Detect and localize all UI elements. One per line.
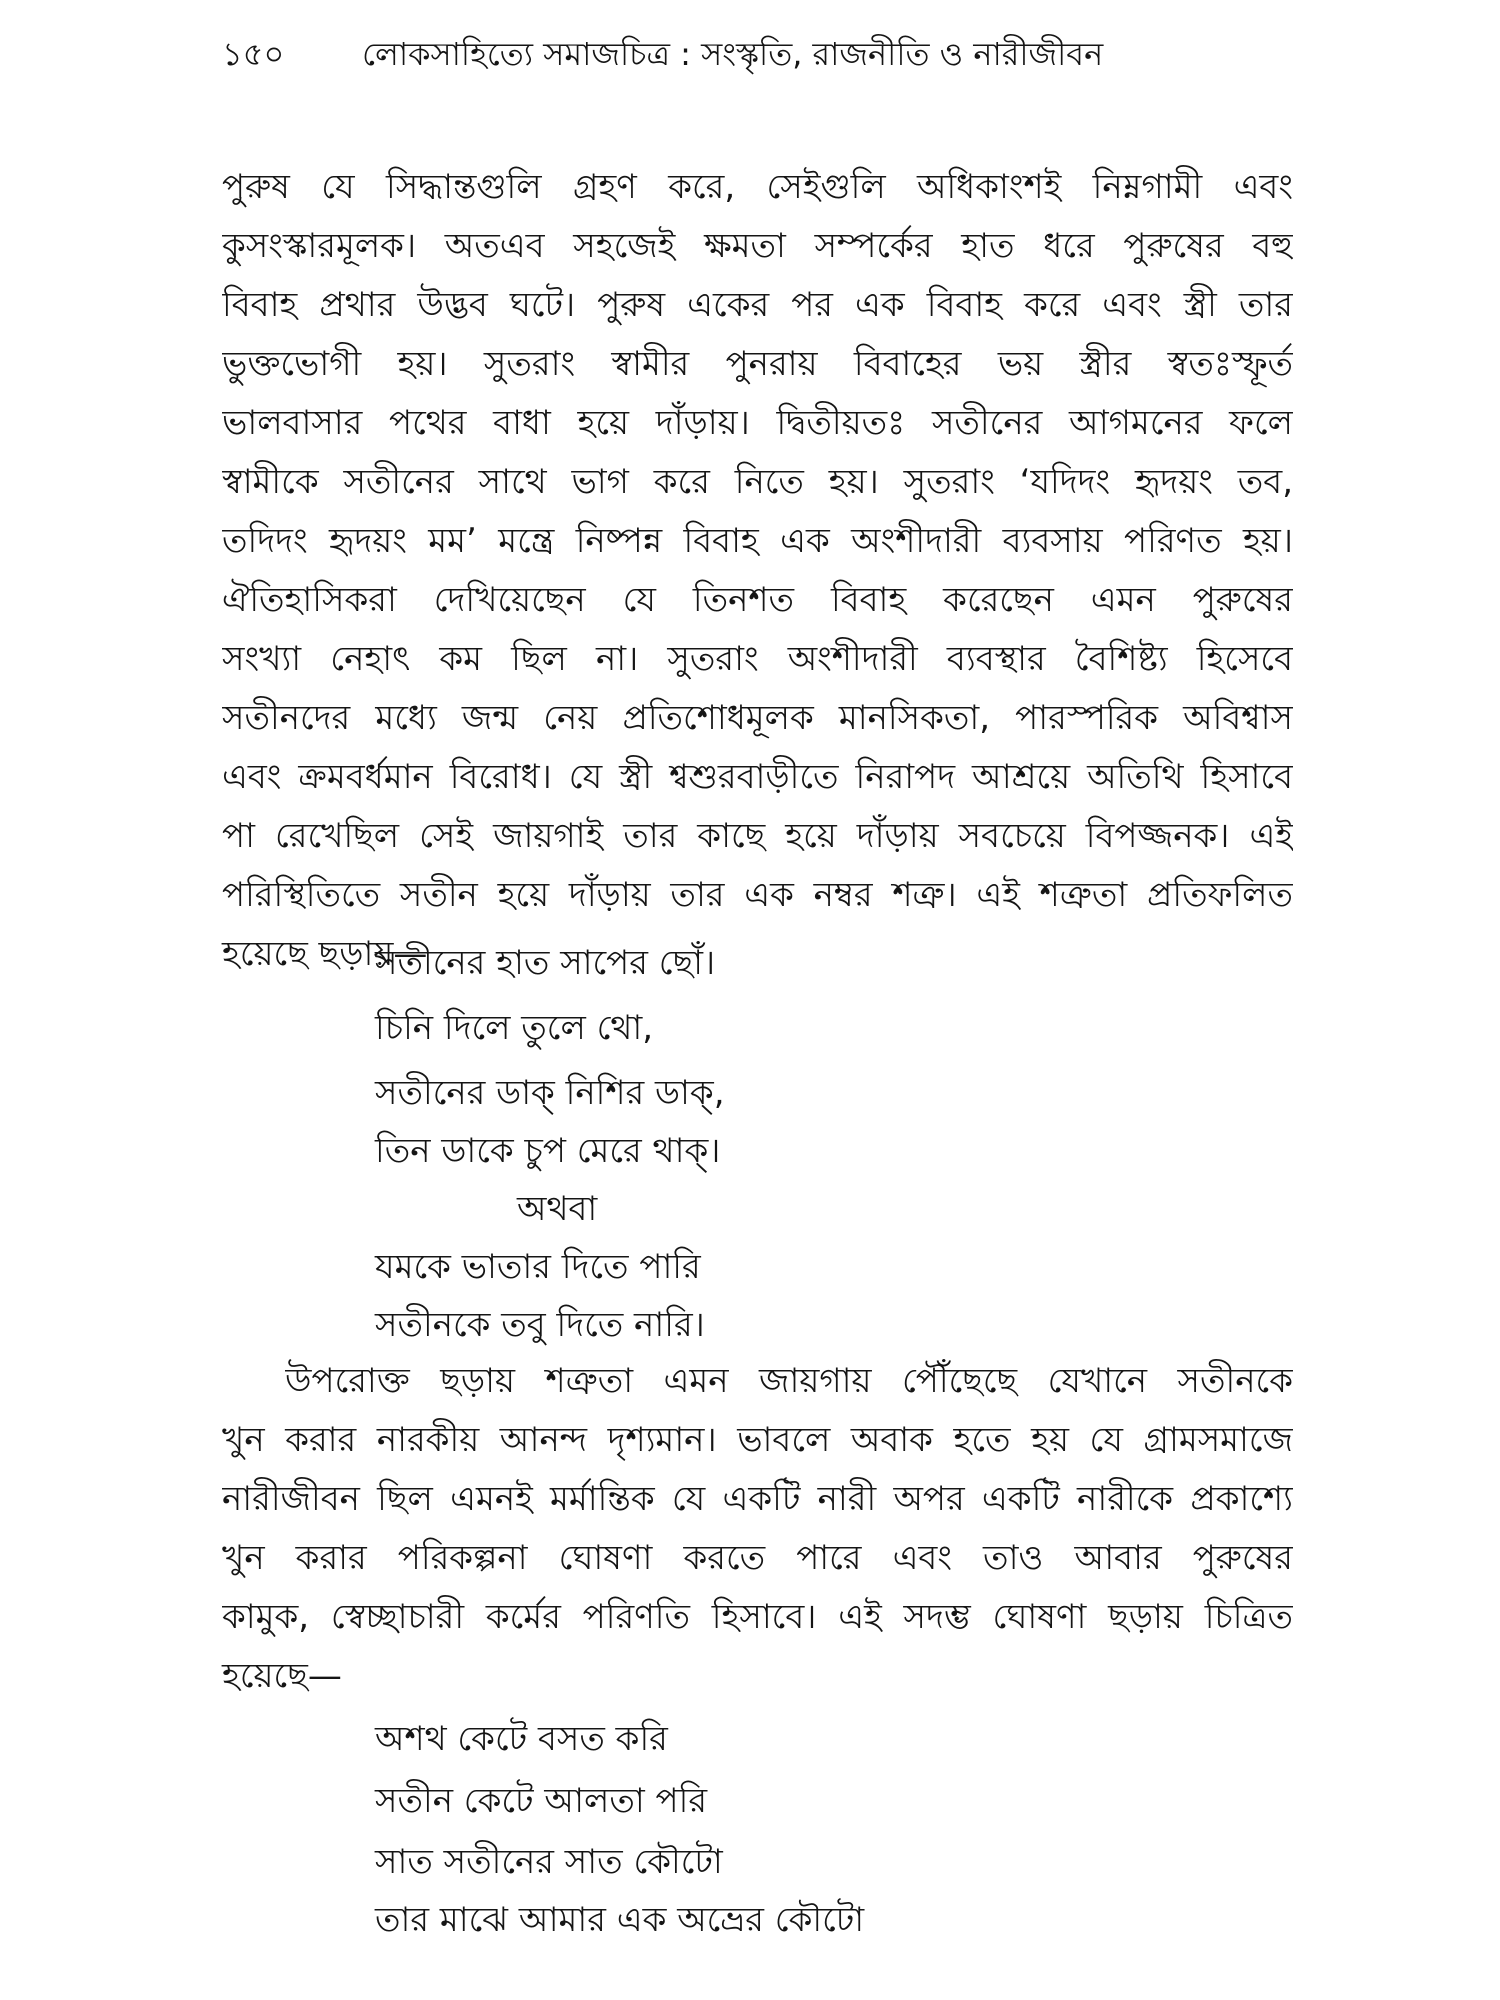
text-line: পা রেখেছিল সেই জায়গাই তার কাছে হয়ে দাঁড়ায় সবচেয়ে বিপজ্জনক। এই (222, 816, 1293, 856)
text-line: সতীনদের মধ্যে জন্ম নেয় প্রতিশোধমূলক মানসিকতা, পারস্পরিক অবিশ্বাস (222, 698, 1293, 738)
verse-line: সতীন কেটে আলতা পরি (375, 1781, 708, 1821)
text-line: কুসংস্কারমূলক। অতএব সহজেই ক্ষমতা সম্পর্কের হাত ধরে পুরুষের বহু (222, 226, 1293, 266)
text-line: পরিস্থিতিতে সতীন হয়ে দাঁড়ায় তার এক নম্বর শত্রু। এই শত্রুতা প্রতিফলিত (222, 875, 1293, 915)
verse-line: অশথ কেটে বসত করি (375, 1719, 668, 1759)
text-line: খুন করার পরিকল্পনা ঘোষণা করতে পারে এবং তাও আবার পুরুষের (222, 1538, 1293, 1578)
text-line: ভালবাসার পথের বাধা হয়ে দাঁড়ায়। দ্বিতীয়তঃ সতীনের আগমনের ফলে (222, 403, 1293, 443)
text-line: তদিদং হৃদয়ং মম’ মন্ত্রে নিষ্পন্ন বিবাহ এক অংশীদারী ব্যবসায় পরিণত হয়। (222, 521, 1293, 561)
verse-line: তার মাঝে আমার এক অভ্রের কৌটো (375, 1900, 865, 1940)
text-line: সংখ্যা নেহাৎ কম ছিল না। সুতরাং অংশীদারী ব্যবস্থার বৈশিষ্ট্য হিসেবে (222, 639, 1293, 679)
verse-line: সাত সতীনের সাত কৌটো (375, 1842, 723, 1882)
verse-line: চিনি দিলে তুলে থো, (375, 1008, 654, 1048)
text-line: স্বামীকে সতীনের সাথে ভাগ করে নিতে হয়। সুতরাং ‘যদিদং হৃদয়ং তব, (222, 462, 1293, 502)
text-line: কামুক, স্বেচ্ছাচারী কর্মের পরিণতি হিসাবে। এই সদম্ভ ঘোষণা ছড়ায় চিত্রিত (222, 1597, 1293, 1637)
verse-line: যমকে ভাতার দিতে পারি (375, 1247, 701, 1287)
text-line: এবং ক্রমবর্ধমান বিরোধ। যে স্ত্রী শ্বশুরবাড়ীতে নিরাপদ আশ্রয়ে অতিথি হিসাবে (222, 757, 1293, 797)
verse-separator: অথবা (517, 1189, 598, 1229)
running-title: লোকসাহিত্যে সমাজচিত্র : সংস্কৃতি, রাজনীতি ও নারীজীবন (362, 35, 1104, 73)
page-number: ১৫০ (222, 35, 285, 73)
text-line: ঐতিহাসিকরা দেখিয়েছেন যে তিনশত বিবাহ করেছেন এমন পুরুষের (222, 580, 1293, 620)
verse-line: সতীনের হাত সাপের ছোঁ। (375, 943, 716, 983)
text-line: বিবাহ প্রথার উদ্ভব ঘটে। পুরুষ একের পর এক বিবাহ করে এবং স্ত্রী তার (222, 285, 1293, 325)
text-line: হয়েছে— (222, 1656, 342, 1696)
text-line: উপরোক্ত ছড়ায় শত্রুতা এমন জায়গায় পৌঁছেছে যেখানে সতীনকে (285, 1361, 1293, 1401)
text-line: হয়েছে ছড়ায়— (222, 934, 428, 974)
text-line: ভুক্তভোগী হয়। সুতরাং স্বামীর পুনরায় বিবাহের ভয় স্ত্রীর স্বতঃস্ফূর্ত (222, 344, 1293, 384)
verse-line: তিন ডাকে চুপ মেরে থাক্। (375, 1131, 721, 1171)
text-line: পুরুষ যে সিদ্ধান্তগুলি গ্রহণ করে, সেইগুলি অধিকাংশই নিম্নগামী এবং (222, 167, 1293, 207)
text-line: খুন করার নারকীয় আনন্দ দৃশ্যমান। ভাবলে অবাক হতে হয় যে গ্রামসমাজে (222, 1420, 1293, 1460)
text-line: নারীজীবন ছিল এমনই মর্মান্তিক যে একটি নারী অপর একটি নারীকে প্রকাশ্যে (222, 1479, 1293, 1519)
verse-line: সতীনকে তবু দিতে নারি। (375, 1305, 705, 1345)
verse-line: সতীনের ডাক্ নিশির ডাক্, (375, 1073, 725, 1113)
